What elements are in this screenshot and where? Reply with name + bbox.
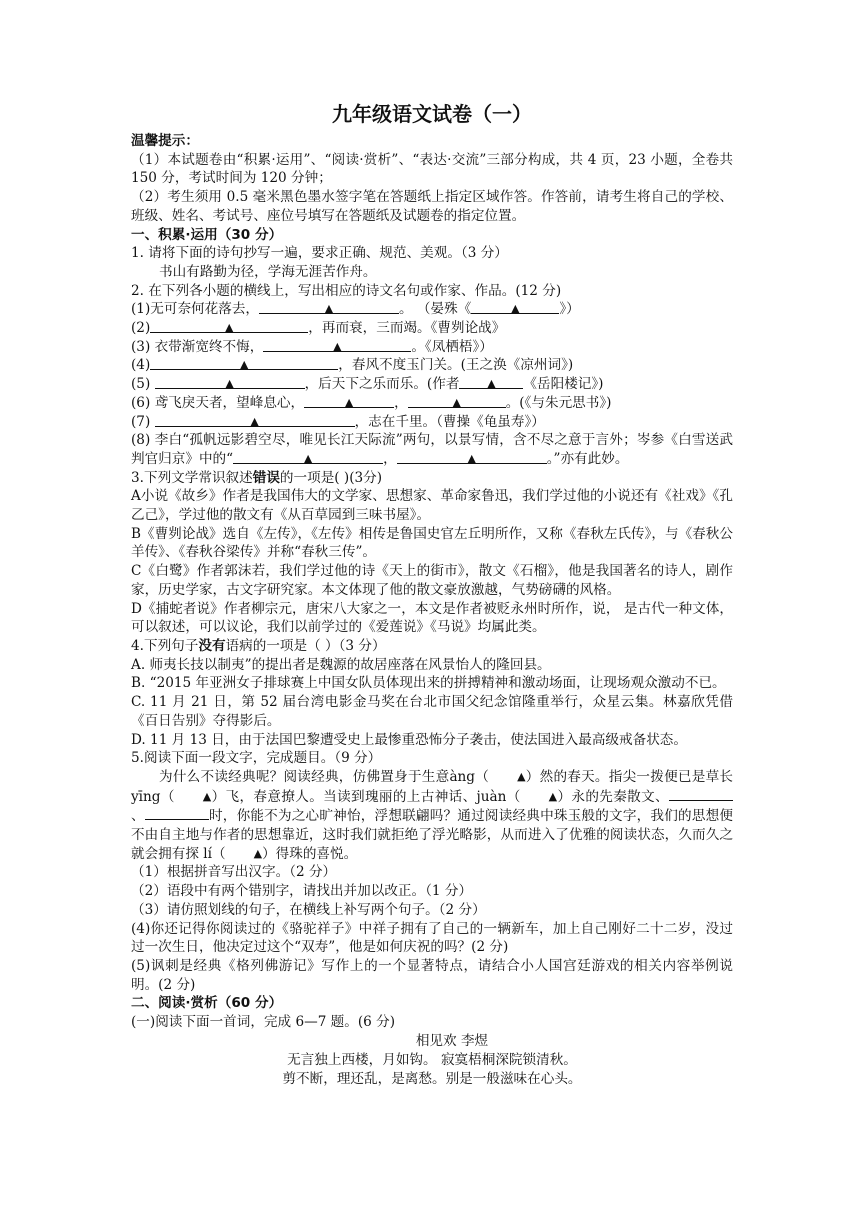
passage-text: ）然的春天。指尖一拨便已是草长 yīng（ [131,768,734,805]
poem-line-2: 剪不断，理还乱，是离愁。别是一般滋味在心头。 [282,1070,582,1087]
q2-item-1-text-a: (1)无可奈何花落去， [131,301,260,318]
q4-option-a: A. 师夷长技以制夷”的提出者是魏源的故居座落在风景怡人的隆回县。 [131,656,551,673]
q5-passage [131,768,733,864]
triangle-icon: ▲ [225,321,234,335]
q5-sub-2: （2）语段中有两个错别字，请找出并加以改正。（1 分） [131,883,473,900]
page-title: 九年级语文试卷（一） [332,102,532,126]
passage-text: 时，你能不为之心旷神怡，浮想联翩吗？通过阅读经典中珠玉般的文字，我们的思想便不由自主地与作者的思想靠近，这时我们就拒绝了浮光略影，从而进入了优雅的阅读状态，久而久之就会拥有探 lí（ [131,808,733,862]
part-1-instruction: (一)阅读下面一首词，完成 6—7 题。(6 分) [131,1014,396,1031]
triangle-icon: ▲ [487,377,496,391]
q2-item-5-text-a: (5) [131,376,155,393]
triangle-icon: ▲ [517,769,526,783]
q5-sub-5: (5)讽刺是经典《格列佛游记》写作上的一个显著特点，请结合小人国宫廷游戏的相关内容举例说明。(2 分) [131,957,733,993]
q2-item-3-text-a: (3) 衣带渐宽终不悔， [131,338,264,355]
q5-sub-3: （3）请仿照划线的句子，在横线上补写两个句子。（2 分） [131,901,486,918]
answer-blank[interactable] [304,394,394,408]
q2-item-4-text-b: ，春风不度玉门关。(王之涣《凉州词》) [338,357,574,374]
answer-blank[interactable] [471,300,559,314]
triangle-icon: ▲ [344,395,354,409]
answer-blank[interactable] [259,300,399,314]
q2-item-8 [131,431,733,468]
q2-item-2-text-b: ，再而衰，三而竭。《曹刿论战》 [308,320,506,337]
question-4-tail: 语病的一项是（ ）（3 分） [225,637,386,654]
tip-1: （1）本试题卷由“积累·运用”、“阅读·赏析”、“表达·交流”三部分构成，共 4 页，23 小题，全卷共 150 分，考试时间为 120 分钟； [131,151,733,187]
triangle-icon: ▲ [303,451,313,465]
triangle-icon: ▲ [333,339,342,353]
question-2: 2. 在下列各小题的横线上，写出相应的诗文名句或作家、作品。(12 分) [131,282,562,299]
q2-item-4-text-a: (4) [131,357,151,374]
answer-blank[interactable] [459,375,523,389]
question-1: 1. 请将下面的诗句抄写一遍，要求正确、规范、美观。（3 分） [131,245,508,262]
triangle-icon: ▲ [324,302,334,316]
triangle-icon: ▲ [511,302,520,316]
question-3-tail: 的一项是( )(3分) [279,469,383,486]
answer-blank[interactable] [397,450,547,464]
q3-option-a: A小说《故乡》作者是我国伟大的文学家、思想家、革命家鲁迅，我们学过他的小说还有《社戏》《孔乙己》，学过他的散文有《从百草园到三味书屋》。 [131,488,733,524]
tip-2: （2）考生须用 0.5 毫米黑色墨水签字笔在答题纸上指定区域作答。作答前，请考生将自己的学校、班级、姓名、考试号、座位号填写在答题纸及试题卷的指定位置。 [131,189,733,224]
question-5: 5.阅读下面一段文字，完成题目。（9 分） [131,750,382,767]
q2-item-5-text-c: 《岳阳楼记》) [523,376,604,393]
triangle-icon: ▲ [202,789,212,803]
triangle-icon: ▲ [225,377,234,391]
triangle-icon: ▲ [467,451,476,465]
q5-sub-4: (4)你还记得你阅读过的《骆驼祥子》中祥子拥有了自己的一辆新车，加上自己刚好二十二岁，没过过一次生日，他决定过这个“双寿”，他是如何庆祝的吗？(2 分) [131,920,733,956]
passage-text: ）飞，春意撩人。当读到瑰丽的上古神话、juàn（ [211,788,521,805]
triangle-icon: ▲ [240,358,249,372]
answer-blank[interactable] [155,413,355,427]
question-3-emphasis: 错误 [252,469,280,486]
q3-option-d: D《捕蛇者说》作者柳宗元，唐宋八大家之一，本文是作者被贬永州时所作，说， 是古代一种文体，可以叙述，可以议论，我们以前学过的《爱莲说》《马说》均属此类。 [131,600,733,636]
q2-item-6-text-b: ， [394,394,408,411]
q2-item-7 [131,413,733,432]
triangle-icon: ▲ [250,414,259,428]
poem-title: 相见欢 李煜 [415,1032,489,1049]
answer-blank[interactable] [263,338,411,352]
q4-option-b: B. “2015 年亚洲女子排球赛上中国女队员体现出来的拼搏精神和激动场面，让现场观众激动不已。 [131,675,726,692]
q2-item-1-text-c: 》） [559,301,580,318]
answer-blank[interactable] [233,450,383,464]
q2-item-2-text-a: (2) [131,320,151,337]
q2-item-7-text-a: (7) [131,413,155,430]
q2-item-8-text-c: 。”亦有此妙。 [546,450,629,467]
triangle-icon: ▲ [253,846,263,860]
answer-blank[interactable] [669,787,733,801]
q2-item-7-text-b: ，志在千里。（曹操《龟虽寿》） [354,413,545,430]
answer-blank[interactable] [150,356,338,370]
question-4-emphasis: 没有 [198,637,226,654]
answer-blank[interactable] [408,394,506,408]
passage-text: 、 [131,808,145,825]
q2-item-5-text-b: ，后天下之乐而乐。(作者 [304,376,460,393]
triangle-icon: ▲ [452,395,461,409]
passage-text: ）永的先秦散文、 [557,788,670,805]
answer-blank[interactable] [155,375,305,389]
exam-page [131,100,733,1089]
passage-text: ）得珠的喜悦。 [262,845,358,862]
question-3-text: 3.下列文学常识叙述 [131,469,253,486]
question-4 [131,637,733,656]
q3-option-b: B《曹刿论战》选自《左传》，《左传》相传是鲁国史官左丘明所作，又称《春秋左氏传》，与《春秋公羊传》、《春秋谷梁传》并称“春秋三传”。 [131,525,733,561]
q5-sub-1: （1）根据拼音写出汉字。（2 分） [131,864,337,881]
q2-item-3-text-b: 。《凤栖梧》） [411,338,493,355]
passage-text: 为什么不读经典呢？阅读经典，仿佛置身于生意àng（ [159,768,490,785]
section-1-heading: 一、积累·运用（30 分） [131,226,283,243]
question-4-text: 4.下列句子 [131,637,199,654]
answer-blank[interactable] [145,806,209,820]
q2-item-8-text-b: ， [383,450,397,467]
q2-item-6-text-c: 。(《与朱元思书》) [505,394,612,411]
q2-item-6-text-a: (6) 鸢飞戾天者，望峰息心， [131,394,305,411]
q2-item-4 [131,356,733,375]
tips-label: 温馨提示： [131,133,199,149]
question-1-text: 书山有路勤为径，学海无涯苦作舟。 [159,263,377,280]
poem-line-1: 无言独上西楼，月如钩。 寂寞梧桐深院锁清秋。 [287,1051,577,1068]
q2-item-2 [131,319,733,338]
question-3 [131,469,733,488]
q2-item-6 [131,394,733,413]
answer-blank[interactable] [150,319,308,333]
q2-item-3 [131,338,733,357]
section-2-heading: 二、阅读·赏析（60 分） [131,995,283,1012]
q4-option-d: D. 11 月 13 日，由于法国巴黎遭受史上最惨重恐怖分子袭击，使法国进入最高级戒备状态。 [131,731,687,748]
q4-option-c: C. 11 月 21 日，第 52 届台湾电影金马奖在台北市国父纪念馆隆重举行，众星云集。林嘉欣凭借《百日告别》夺得影后。 [131,694,733,729]
q3-option-c: C《白鹭》作者郭沫若，我们学过他的诗《天上的街市》，散文《石榴》，他是我国著名的诗人，剧作家，历史学家，古文字研究家。本文体现了他的散文豪放激越，气势磅礴的风格。 [131,563,733,598]
q2-item-5 [131,375,733,394]
q2-item-1-text-b: 。 （晏殊《 [399,301,472,318]
q2-item-8-text-a: (8) 李白“孤帆远影碧空尽，唯见长江天际流”两句，以景写情，含不尽之意于言外；岑参《白雪送武判官归京》中的“ [131,432,733,467]
triangle-icon: ▲ [548,789,558,803]
q2-item-1 [131,300,733,319]
